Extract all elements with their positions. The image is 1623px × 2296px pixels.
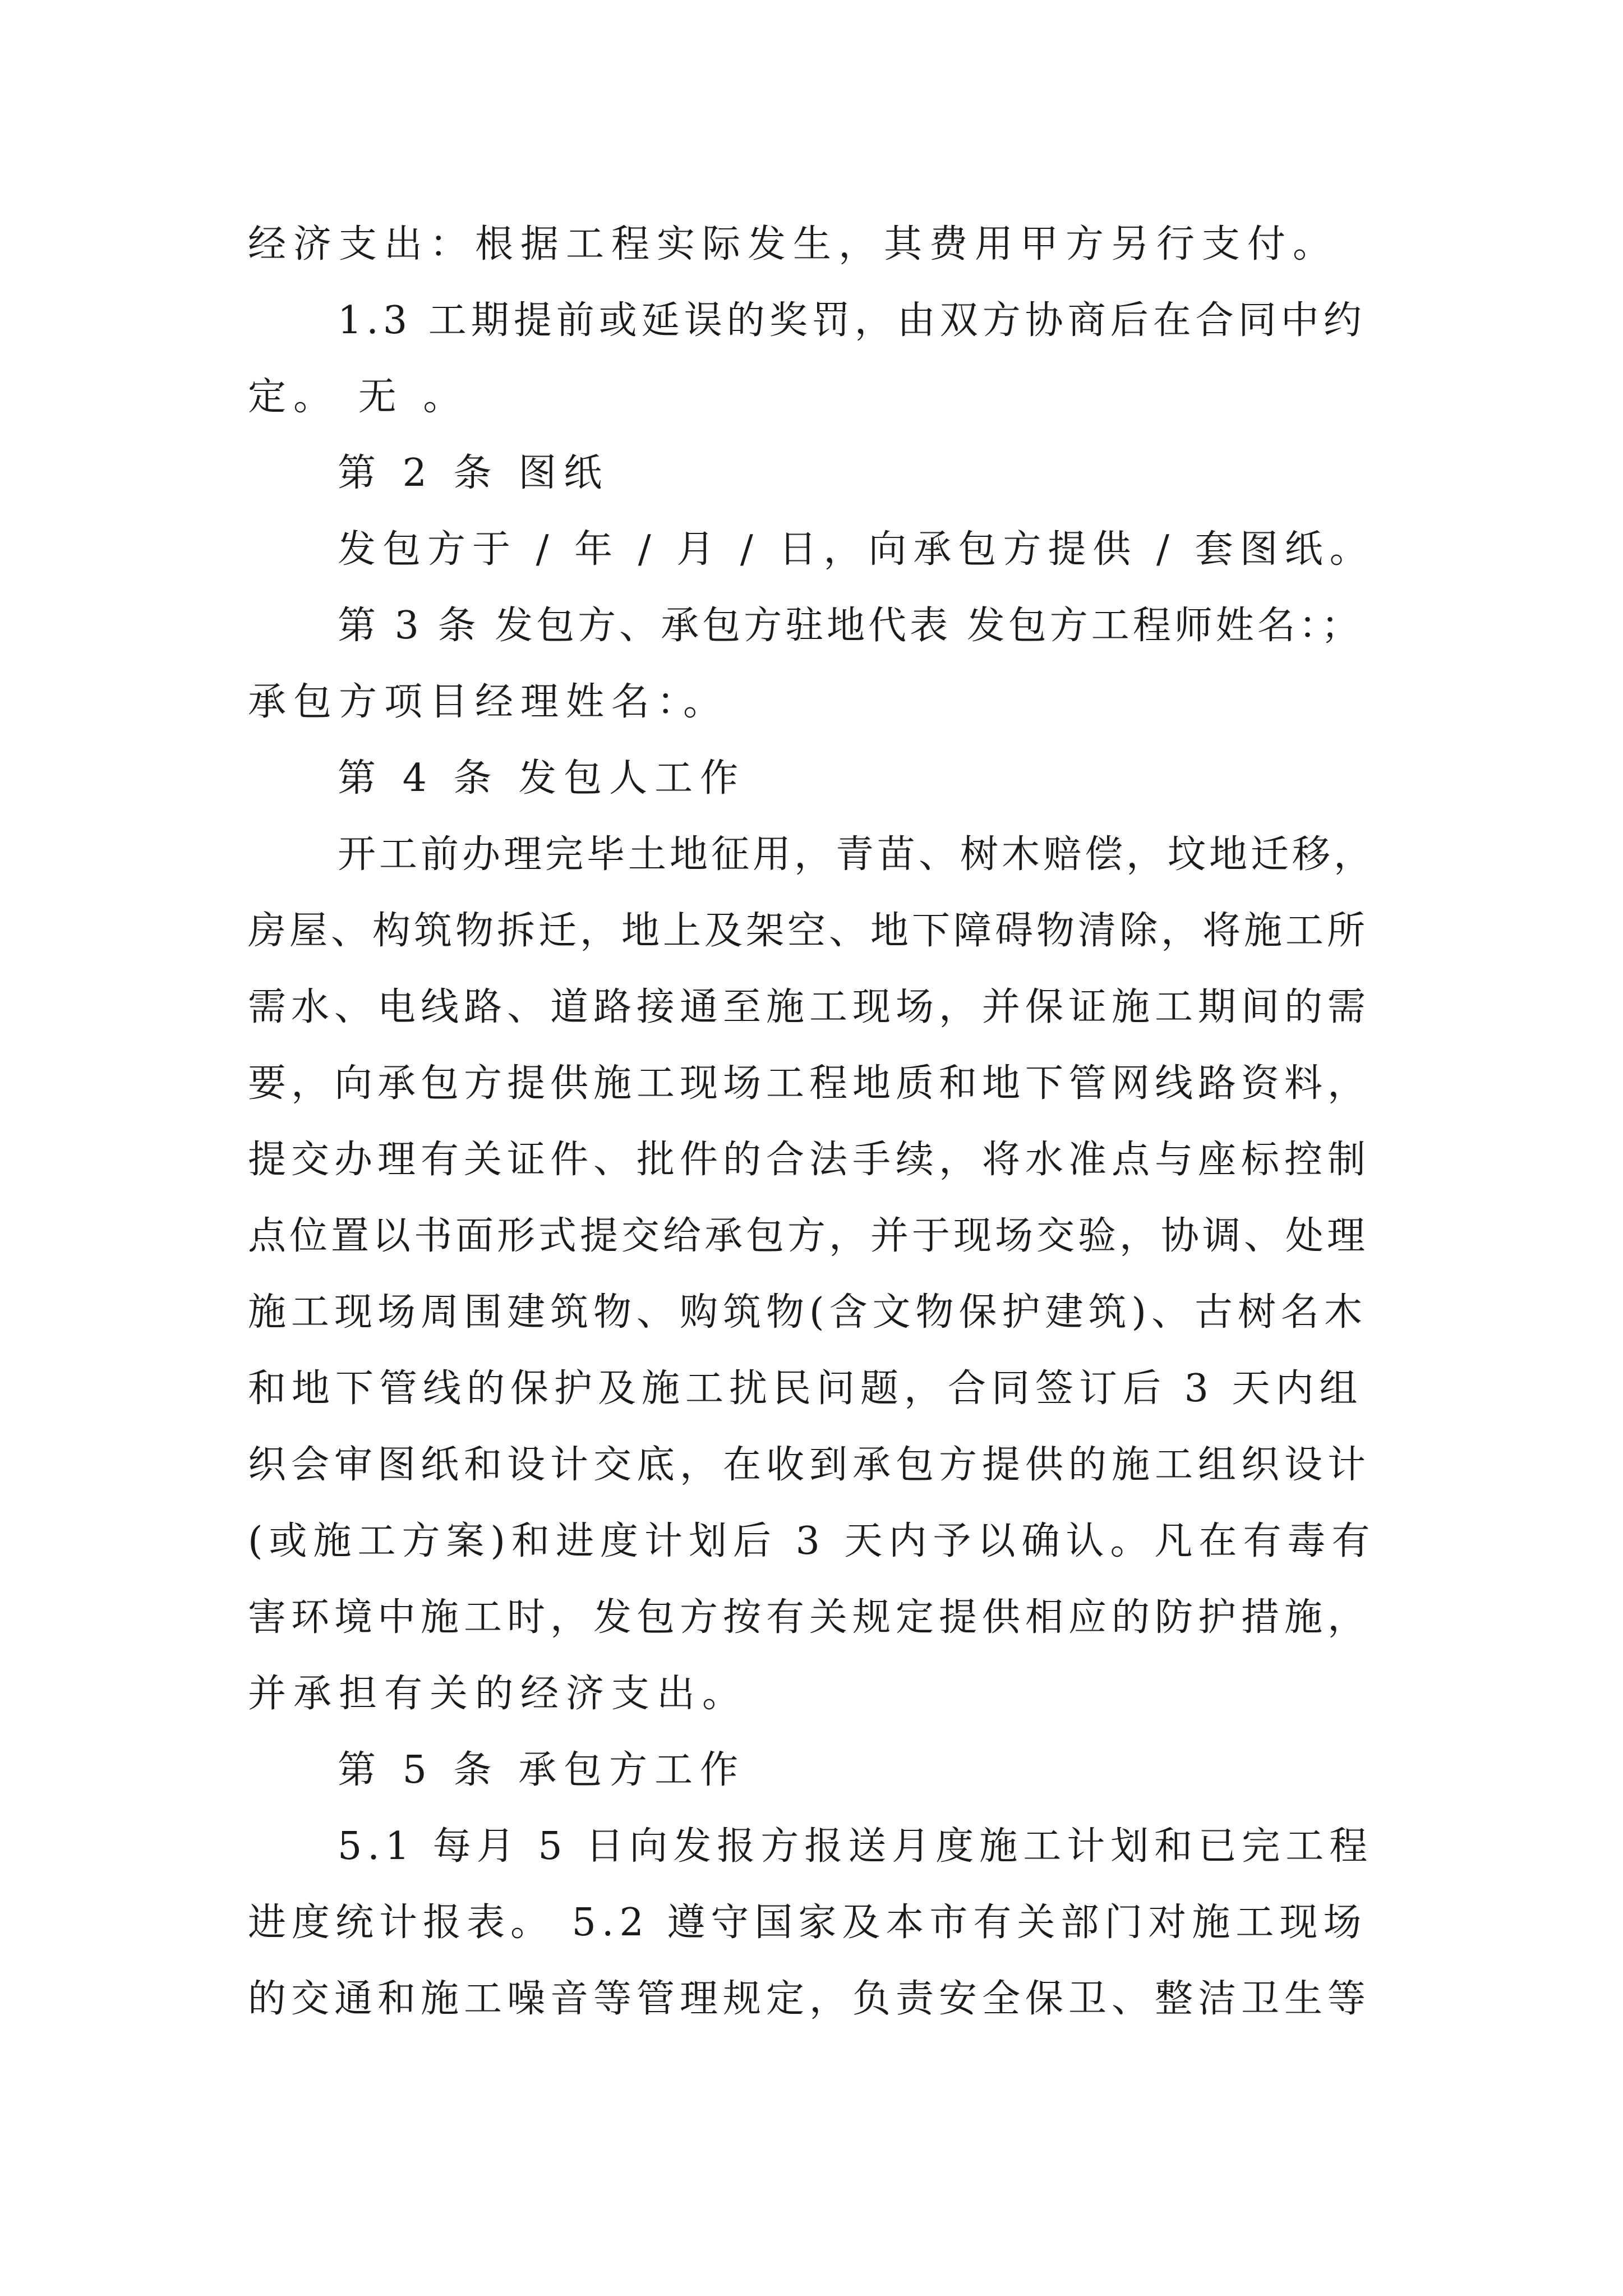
text-line <box>0 283 1623 359</box>
text-line <box>0 512 1623 588</box>
text-line-content: 进度统计报表。 5.2 遵守国家及本市有关部门对施工现场 <box>248 1901 1367 1945</box>
text-line-content: 发包方于 / 年 / 月 / 日，向承包方提供 / 套图纸。 <box>338 527 1375 572</box>
text-line-content: 要，向承包方提供施工现场工程地质和地下管网线路资料， <box>248 1061 1371 1106</box>
section-heading <box>0 588 1623 664</box>
text-line <box>0 1885 1623 1961</box>
text-line-content: (或施工方案)和进度计划后 3 天内予以确认。凡在有毒有 <box>248 1519 1376 1563</box>
text-line-content: 5.1 每月 5 日向发报方报送月度施工计划和已完工程 <box>338 1824 1373 1869</box>
text-line <box>0 1427 1623 1503</box>
text-line-content: 并承担有关的经济支出。 <box>248 1672 748 1716</box>
text-line <box>0 1122 1623 1198</box>
text-line <box>0 206 1623 283</box>
text-line <box>0 1503 1623 1580</box>
text-line-content: 需水、电线路、道路接通至施工现场，并保证施工期间的需 <box>248 985 1371 1029</box>
text-line <box>0 893 1623 969</box>
text-line <box>0 969 1623 1046</box>
text-line <box>0 1351 1623 1427</box>
text-line-content: 施工现场周围建筑物、购筑物(含文物保护建筑)、古树名木 <box>248 1290 1368 1335</box>
text-line <box>0 1961 1623 2037</box>
text-line-content: 害环境中施工时，发包方按有关规定提供相应的防护措施， <box>248 1595 1371 1640</box>
text-line <box>0 359 1623 435</box>
text-line-content: 和地下管线的保护及施工扰民问题，合同签订后 3 天内组 <box>248 1366 1363 1411</box>
text-line <box>0 1809 1623 1885</box>
text-line <box>0 1656 1623 1732</box>
text-line-content: 承包方项目经理姓名：。 <box>248 680 729 724</box>
section-heading <box>0 435 1623 512</box>
text-line <box>0 1046 1623 1122</box>
text-line-content: 经济支出：根据工程实际发生，其费用甲方另行支付。 <box>248 222 1339 266</box>
text-line-content: 第 4 条 发包人工作 <box>338 756 746 800</box>
text-line <box>0 1198 1623 1274</box>
text-line-content: 房屋、构筑物拆迁，地上及架空、地下障碍物清除，将施工所 <box>248 909 1369 953</box>
section-heading <box>0 740 1623 817</box>
text-line-content: 第 2 条 图纸 <box>338 451 610 495</box>
text-line-content: 定。 无 。 <box>248 375 469 419</box>
text-line <box>0 1274 1623 1351</box>
text-line-content: 的交通和施工噪音等管理规定，负责安全保卫、整洁卫生等 <box>248 1977 1371 2021</box>
text-line <box>0 664 1623 740</box>
text-line-content: 织会审图纸和设计交底，在收到承包方提供的施工组织设计 <box>248 1443 1371 1487</box>
text-line-content: 1.3 工期提前或延误的奖罚，由双方协商后在合同中约 <box>338 298 1366 343</box>
text-line <box>0 817 1623 893</box>
text-line-content: 点位置以书面形式提交给承包方，并于现场交验，协调、处理 <box>248 1214 1369 1258</box>
text-line-content: 开工前办理完毕土地征用，青苗、树木赔偿，坟地迁移， <box>338 832 1376 877</box>
text-line-content: 第 3 条 发包方、承包方驻地代表 发包方工程师姓名：； <box>338 604 1363 648</box>
section-heading <box>0 1732 1623 1809</box>
text-line <box>0 1580 1623 1656</box>
text-line-content: 提交办理有关证件、批件的合法手续，将水准点与座标控制 <box>248 1138 1371 1182</box>
text-line-content: 第 5 条 承包方工作 <box>338 1748 746 1792</box>
